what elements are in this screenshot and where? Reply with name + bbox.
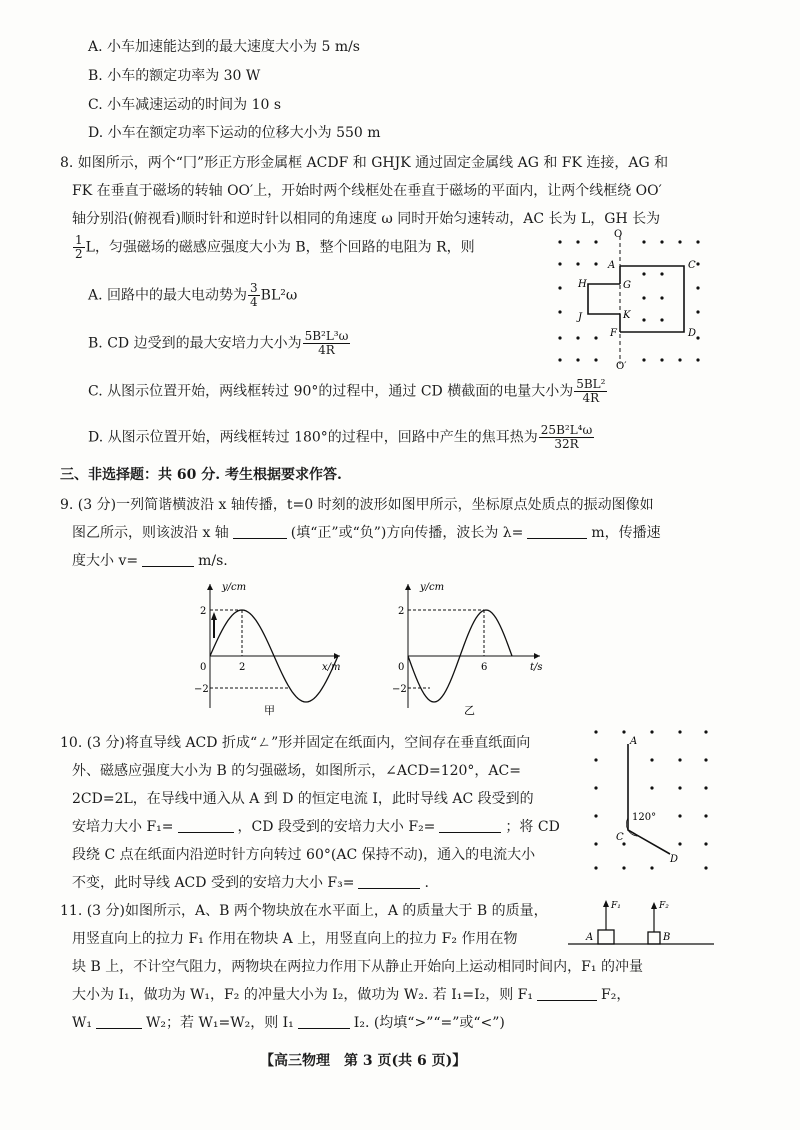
graph-caption: 乙	[464, 704, 475, 717]
q11-line4: 大小为 I₁，做功为 W₁，F₂ 的冲量大小为 I₂，做功为 W₂. 若 I₁=I₂，则 F₁ F₂，	[72, 987, 631, 1003]
y-axis-arrow	[207, 584, 213, 590]
q8-option-a: A. 回路中的最大电动势为 $\frac{3}{4}$ BL²ω	[88, 281, 298, 309]
origin-label: 0	[200, 662, 207, 673]
label-f2: F₂	[659, 901, 669, 911]
label-c: C	[688, 260, 696, 271]
q8-loop-figure	[548, 228, 708, 370]
q9-blank-wavelength[interactable]	[527, 524, 587, 539]
force-f2-arrowhead	[651, 902, 657, 909]
tick-y-pos: 2	[398, 606, 405, 617]
origin-label: 0	[398, 662, 405, 673]
label-d: D	[688, 328, 697, 339]
q7-option-b: B. 小车的额定功率为 30 W	[88, 68, 261, 84]
tick-y-neg: −2	[392, 684, 407, 695]
tick-y-pos: 2	[200, 606, 207, 617]
q11-blank-force[interactable]	[537, 986, 597, 1001]
q11-line2: 用竖直向上的拉力 F₁ 作用在物块 A 上，用竖直向上的拉力 F₂ 作用在物	[72, 931, 518, 947]
q11-blank-impulse[interactable]	[298, 1014, 350, 1029]
label-a: A	[608, 260, 616, 271]
label-h: H	[578, 279, 587, 290]
label-j: J	[578, 312, 583, 323]
q10-blank-f3[interactable]	[358, 874, 420, 889]
tick-y-neg: −2	[194, 684, 209, 695]
label-d: D	[670, 854, 679, 865]
label-o: O	[614, 229, 623, 240]
label-g: G	[623, 280, 631, 291]
loop-ghjk	[588, 284, 620, 314]
q8-half-fraction: $\frac{1}{2}$	[75, 233, 83, 261]
section-heading: 三、非选择题：共 60 分. 考生根据要求作答.	[60, 467, 342, 483]
magnetic-field-dots	[558, 240, 699, 361]
q10-line5: 段绕 C 点在纸面内沿逆时针方向转过 60°(AC 保持不动)，通入的电流大小	[72, 847, 536, 863]
x-label: x/m	[322, 662, 341, 673]
q10-line2: 外、磁感应强度大小为 B 的匀强磁场，如图所示，∠ACD=120°，AC=	[72, 763, 521, 779]
q9-line3: 度大小 v= m/s.	[72, 553, 228, 569]
q8-stem-line1: 8. 如图所示，两个“冂”形正方形金属框 ACDF 和 GHJK 通过固定金属线 AG 和 FK 连接，AG 和	[60, 155, 669, 171]
label-a: A	[630, 736, 638, 747]
q7-option-d: D. 小车在额定功率下运动的位移大小为 550 m	[88, 125, 381, 141]
q7-option-c: C. 小车减速运动的时间为 10 s	[88, 97, 282, 113]
label-k: K	[623, 310, 631, 321]
wave-graph-yi	[380, 578, 550, 718]
q10-blank-f2[interactable]	[439, 818, 501, 833]
block-b	[648, 932, 660, 944]
q8-stem-line2: FK 在垂直于磁场的转轴 OO′上，开始时两个线框处在垂直于磁场的平面内，让两个线框绕 OO′	[72, 183, 662, 199]
q10-line3: 2CD=2L，在导线中通入从 A 到 D 的恒定电流 I，此时导线 AC 段受到的	[72, 791, 534, 807]
q10-line1: 10. (3 分)将直导线 ACD 折成“ㄥ”形并固定在纸面内，空间存在垂直纸面向	[60, 735, 531, 751]
label-f: F	[610, 328, 617, 339]
q10-line6: 不变，此时导线 ACD 受到的安培力大小 F₃= .	[72, 875, 429, 891]
t-label: t/s	[530, 662, 543, 673]
graph-caption: 甲	[264, 704, 275, 717]
q11-blank-work[interactable]	[96, 1014, 142, 1029]
q8-stem-line3: 轴分别沿(俯视看)顺时针和逆时针以相同的角速度 ω 同时开始匀速转动，AC 长为 L，GH 长为	[72, 211, 661, 227]
q11-line3: 块 B 上，不计空气阻力，两物块在两拉力作用下从静止开始向上运动相同时间内，F₁ 的冲量	[72, 959, 643, 975]
label-b: B	[663, 932, 671, 943]
q10-blank-f1[interactable]	[178, 818, 234, 833]
y-label: y/cm	[420, 582, 445, 593]
label-a: A	[586, 932, 594, 943]
q11-blocks-figure	[566, 894, 716, 950]
label-c: C	[616, 832, 624, 843]
q9-line2: 图乙所示，则该波沿 x 轴 (填“正”或“负”)方向传播，波长为 λ= m，传播速	[72, 525, 661, 541]
q7-option-a: A. 小车加速能达到的最大速度大小为 5 m/s	[88, 39, 360, 55]
q10-line4: 安培力大小 F₁= ，CD 段受到的安培力大小 F₂= ；将 CD	[72, 819, 560, 835]
q9-line1: 9. (3 分)一列简谐横波沿 x 轴传播，t=0 时刻的波形如图甲所示，坐标原点处质点的振动图像如	[60, 497, 654, 513]
q8-option-d: D. 从图示位置开始，两线框转过 180°的过程中，回路中产生的焦耳热为 $\frac{\text{25B²L⁴ω}}{32R}$	[88, 423, 593, 451]
vibration-arrow-head	[211, 612, 217, 620]
magnetic-field-dots	[594, 730, 707, 869]
y-label: y/cm	[222, 582, 247, 593]
label-o-prime: O′	[616, 361, 627, 370]
q9-blank-speed[interactable]	[142, 552, 194, 567]
force-f1-arrowhead	[603, 900, 609, 907]
q10-wire-figure	[584, 722, 714, 872]
block-a	[598, 930, 614, 944]
q8-option-c: C. 从图示位置开始，两线框转过 90°的过程中，通过 CD 横截面的电量大小为 $\frac{\text{5BL²}}{4R}$	[88, 377, 606, 405]
tick-x: 2	[239, 662, 246, 673]
q11-line1: 11. (3 分)如图所示，A、B 两个物块放在水平面上，A 的质量大于 B 的质量，	[60, 903, 548, 919]
label-f1: F₁	[611, 901, 621, 911]
q11-line5: W₁ W₂；若 W₁=W₂，则 I₁ I₂. (均填“>”“=”或“<”)	[72, 1015, 505, 1031]
wire-acd	[628, 744, 670, 854]
q8-option-b: B. CD 边受到的最大安培力大小为 $\frac{\text{5B²L³ω}}{4R}$	[88, 329, 349, 357]
y-axis-arrow	[405, 584, 411, 590]
t-axis-arrow	[534, 653, 540, 659]
q8-stem-line4: $\frac{1}{2}$ L，匀强磁场的磁感应强度大小为 B，整个回路的电阻为 R，则	[75, 233, 475, 261]
angle-label: 120°	[632, 812, 657, 823]
tick-t: 6	[481, 662, 488, 673]
loop-acdf	[620, 266, 684, 332]
wave-graph-jia	[190, 578, 350, 718]
page-footer: 【高三物理 第 3 页(共 6 页)】	[260, 1053, 467, 1069]
q9-blank-direction[interactable]	[233, 524, 287, 539]
